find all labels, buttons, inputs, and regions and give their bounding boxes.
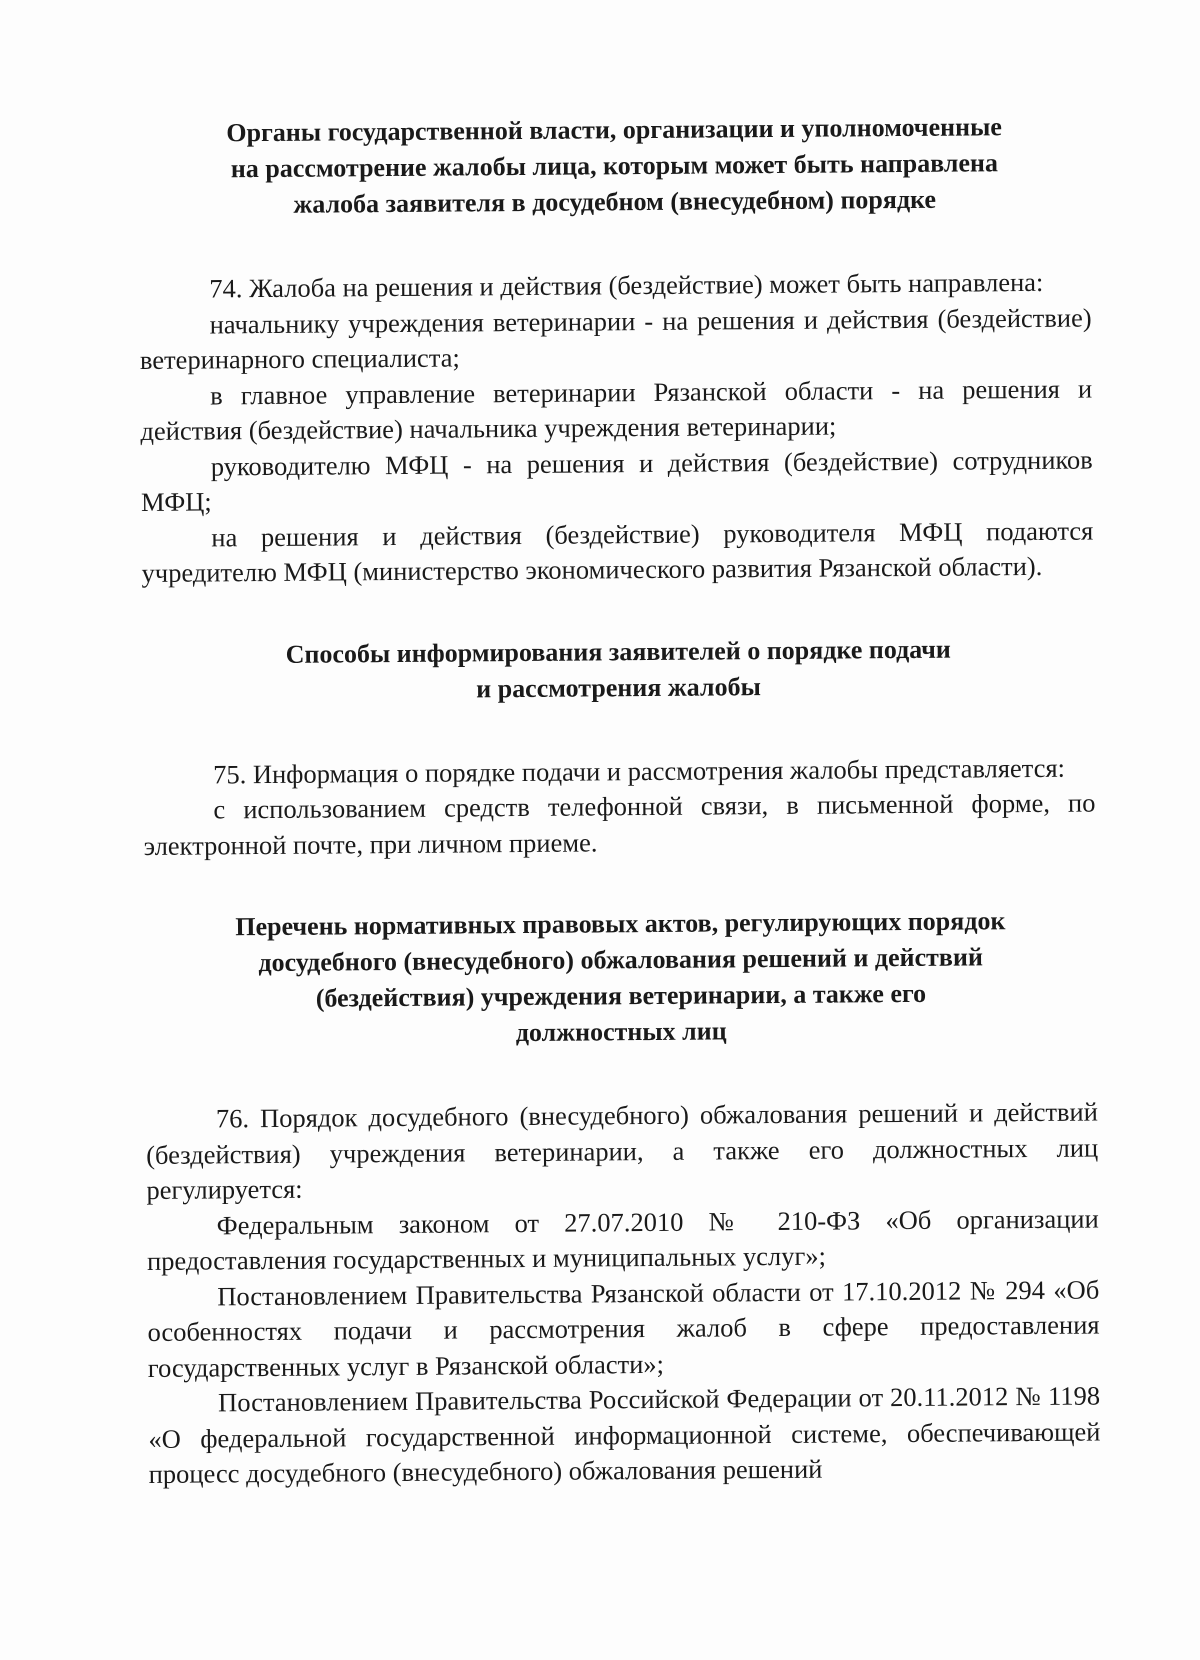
heading-line: Способы информирования заявителей о порядке подачи — [285, 634, 951, 669]
heading-line: (бездействия) учреждения ветеринарии, а также его — [315, 978, 927, 1013]
paragraph-75: 75. Информация о порядке подачи и рассмотрения жалобы представляется: — [213, 752, 1066, 789]
list-item: руководителю МФЦ - на решения и действия (бездействие) сотрудников МФЦ; — [140, 444, 1093, 517]
heading-line: Органы государственной власти, организации и уполномоченные — [226, 112, 1002, 148]
heading-line: должностных лиц — [515, 1016, 727, 1048]
heading-line: и рассмотрения жалобы — [476, 671, 761, 703]
section-heading-complaint-recipients — [138, 109, 1091, 224]
heading-line: Перечень нормативных правовых актов, регулирующих порядок — [235, 906, 1006, 942]
list-item: Федеральным законом от 27.07.2010 № 210-ФЗ «Об организации предоставления государственных и муниципальных услуг»; — [146, 1202, 1099, 1276]
section-heading-informing-methods — [142, 630, 1095, 709]
heading-line: жалоба заявителя в досудебном (внесудебном) порядке — [293, 184, 937, 219]
list-item: в главное управление ветеринарии Рязанской области - на решения и действия (бездействие) начальника учреждения ветеринарии; — [140, 373, 1093, 446]
page-content — [138, 109, 1101, 1493]
list-item: начальнику учреждения ветеринарии - на решения и действия (бездействие) ветеринарного специалиста; — [139, 302, 1092, 375]
list-item: на решения и действия (бездействие) руководителя МФЦ подаются учредителю МФЦ (министерство экономического развития Рязанской области). — [141, 515, 1094, 588]
list-item: Постановлением Правительства Российской Федерации от 20.11.2012 № 1198 «О федеральной государственной информационной системе, обеспечивающей процесс досудебного (внесудебного) обжалования решений — [148, 1380, 1101, 1489]
list-item: с использованием средств телефонной связи, в письменной форме, по электронной почте, при личном приеме. — [143, 787, 1096, 861]
section-heading-regulatory-acts — [144, 902, 1097, 1053]
paragraph-76: 76. Порядок досудебного (внесудебного) обжалования решений и действий (бездействия) учреждения ветеринарии, а также его должностных лиц регулируется: — [146, 1096, 1099, 1205]
heading-line: на рассмотрение жалобы лица, которым может быть направлена — [230, 148, 999, 184]
list-item: Постановлением Правительства Рязанской области от 17.10.2012 № 294 «Об особенностях подачи и рассмотрения жалоб в сфере предоставления государственных услуг в Рязанской области»; — [147, 1273, 1100, 1383]
heading-line: досудебного (внесудебного) обжалования решений и действий — [258, 942, 983, 978]
paragraph-74: 74. Жалоба на решения и действия (бездействие) может быть направлена: — [209, 266, 1044, 304]
